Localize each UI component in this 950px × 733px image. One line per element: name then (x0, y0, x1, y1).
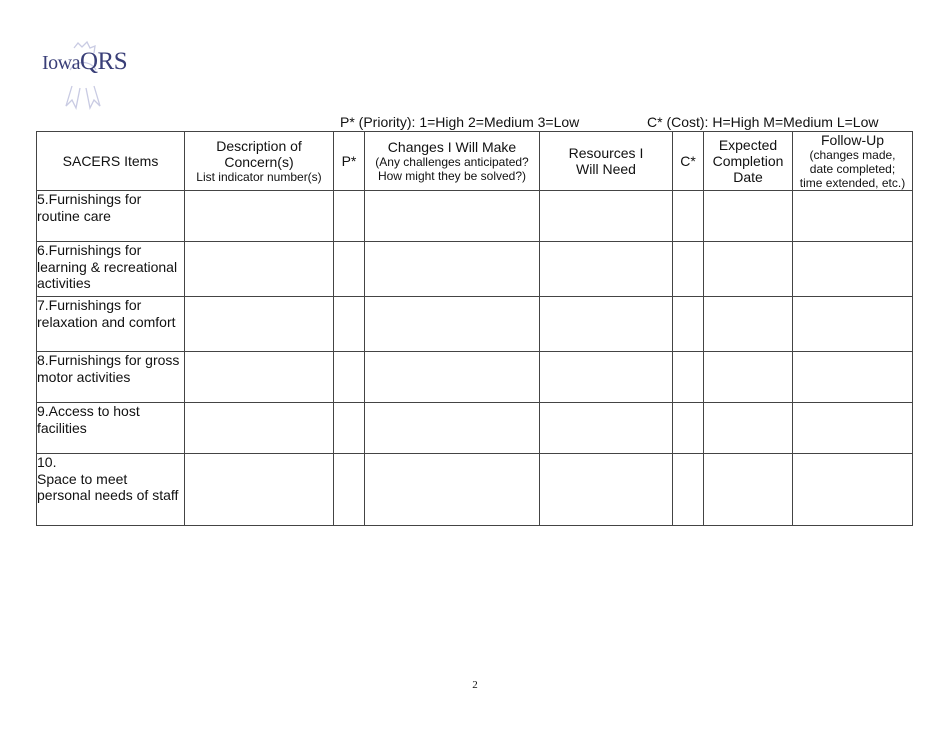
cost-cell[interactable] (673, 454, 704, 526)
table-row (37, 297, 913, 352)
item-number: 10. (37, 454, 57, 470)
description-cell[interactable] (185, 352, 334, 403)
header-description-sub: List indicator number(s) (196, 170, 322, 184)
changes-cell[interactable] (365, 297, 540, 352)
header-changes-sub: (Any challenges anticipated? How might they be solved?) (375, 155, 529, 183)
changes-cell[interactable] (365, 454, 540, 526)
followup-cell[interactable] (793, 297, 913, 352)
item-cell: 8.Furnishings for gross motor activities (37, 352, 185, 403)
logo-suffix: QRS (79, 48, 128, 75)
followup-cell[interactable] (793, 454, 913, 526)
priority-cell[interactable] (334, 454, 365, 526)
table-row (37, 454, 913, 526)
cost-cell[interactable] (673, 297, 704, 352)
resources-cell[interactable] (540, 403, 673, 454)
description-cell[interactable] (185, 297, 334, 352)
header-sacers-items: SACERS Items (37, 132, 185, 191)
item-cell: 7.Furnishings for relaxation and comfort (37, 297, 185, 352)
resources-cell[interactable] (540, 242, 673, 297)
priority-cell[interactable] (334, 403, 365, 454)
completion-cell[interactable] (704, 352, 793, 403)
table-row (37, 403, 913, 454)
description-cell[interactable] (185, 242, 334, 297)
description-cell[interactable] (185, 454, 334, 526)
followup-cell[interactable] (793, 242, 913, 297)
priority-cell[interactable] (334, 191, 365, 242)
header-followup-sub: (changes made, date completed; time extended, etc.) (799, 148, 906, 190)
header-followup (793, 132, 913, 191)
header-followup-main: Follow-Up (820, 132, 884, 148)
completion-cell[interactable] (704, 454, 793, 526)
table-row (37, 242, 913, 297)
header-completion: Expected Completion Date (704, 132, 793, 191)
logo-prefix: Iowa (42, 52, 80, 74)
item-cell (37, 454, 185, 526)
item-cell: 6.Furnishings for learning & recreational activities (37, 242, 185, 297)
priority-cell[interactable] (334, 297, 365, 352)
header-changes-main: Changes I Will Make (387, 139, 517, 155)
table-row (37, 352, 913, 403)
cost-legend: C* (Cost): H=High M=Medium L=Low (647, 114, 879, 130)
header-cost: C* (673, 132, 704, 191)
resources-cell[interactable] (540, 191, 673, 242)
cost-cell[interactable] (673, 352, 704, 403)
changes-cell[interactable] (365, 352, 540, 403)
header-changes (365, 132, 540, 191)
table-row (37, 191, 913, 242)
priority-cell[interactable] (334, 352, 365, 403)
changes-cell[interactable] (365, 191, 540, 242)
cost-cell[interactable] (673, 403, 704, 454)
item-cell: 9.Access to host facilities (37, 403, 185, 454)
description-cell[interactable] (185, 191, 334, 242)
page-number: 2 (472, 679, 478, 691)
header-description-main: Description of Concern(s) (216, 138, 302, 170)
item-cell: 5.Furnishings for routine care (37, 191, 185, 242)
priority-legend: P* (Priority): 1=High 2=Medium 3=Low (340, 114, 580, 130)
followup-cell[interactable] (793, 352, 913, 403)
resources-cell[interactable] (540, 297, 673, 352)
header-row (37, 132, 913, 191)
completion-cell[interactable] (704, 191, 793, 242)
item-text: Space to meet personal needs of staff (37, 470, 179, 503)
iowa-qrs-logo (42, 40, 132, 112)
changes-cell[interactable] (365, 403, 540, 454)
completion-cell[interactable] (704, 242, 793, 297)
header-priority: P* (334, 132, 365, 191)
priority-cell[interactable] (334, 242, 365, 297)
completion-cell[interactable] (704, 403, 793, 454)
completion-cell[interactable] (704, 297, 793, 352)
header-description (185, 132, 334, 191)
changes-cell[interactable] (365, 242, 540, 297)
resources-cell[interactable] (540, 352, 673, 403)
followup-cell[interactable] (793, 403, 913, 454)
cost-cell[interactable] (673, 242, 704, 297)
improvement-plan-table (36, 131, 913, 526)
header-resources: Resources I Will Need (540, 132, 673, 191)
resources-cell[interactable] (540, 454, 673, 526)
followup-cell[interactable] (793, 191, 913, 242)
cost-cell[interactable] (673, 191, 704, 242)
description-cell[interactable] (185, 403, 334, 454)
